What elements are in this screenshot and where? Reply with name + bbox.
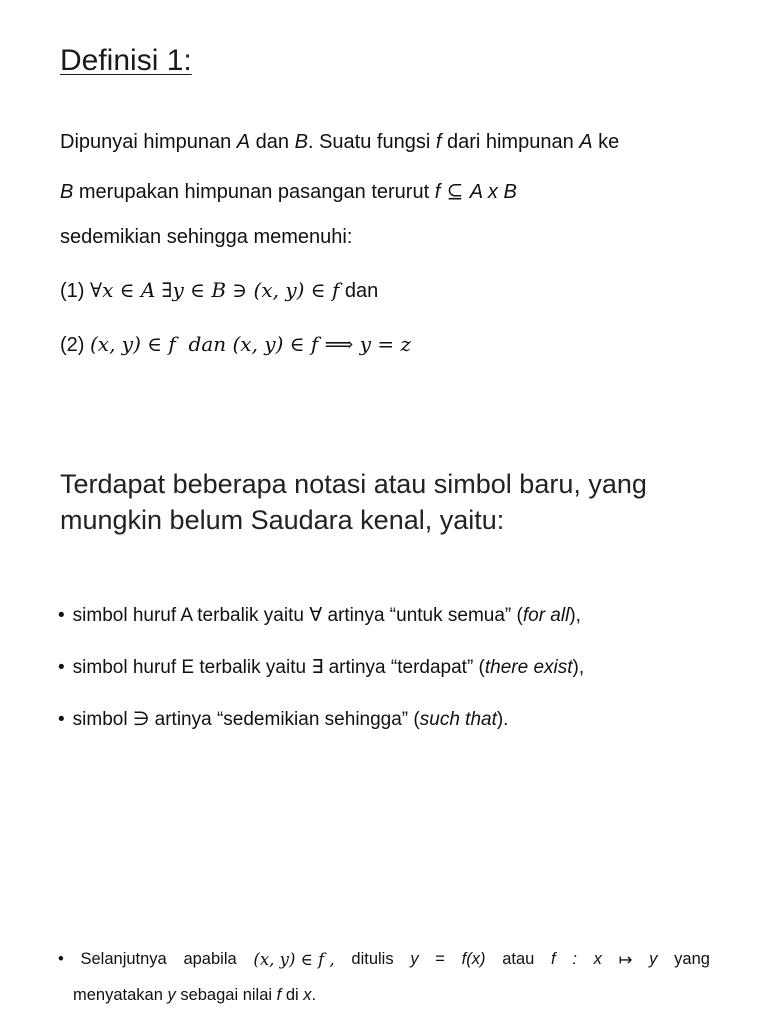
note-word: : — [572, 950, 577, 968]
bullet-icon: • — [58, 657, 65, 678]
condition-number: (2) — [60, 334, 90, 356]
text-span: . Suatu fungsi — [307, 131, 436, 153]
note-word: apabila — [183, 950, 237, 968]
text-span: di — [281, 986, 304, 1004]
note-formula: (x, y) ∈ f , — [253, 950, 335, 969]
bullet-icon: • — [58, 605, 65, 626]
section-heading: Terdapat beberapa notasi atau simbol baru, yang mungkin belum Saudara kenal, yaitu: — [60, 469, 647, 535]
note-word: f — [551, 950, 556, 968]
emphasis: such that — [419, 709, 497, 730]
condition-formula: ∀x ∈ A ∃y ∈ B ∋ (x, y) ∈ f — [90, 278, 340, 302]
note-word: y — [410, 950, 419, 968]
bullet-icon: • — [58, 950, 64, 968]
note-word: f(x) — [461, 950, 486, 968]
text-span: ), — [569, 605, 581, 626]
text-span: simbol huruf E terbalik yaitu ∃ artinya “terdapat” ( — [72, 657, 485, 678]
var-A: A — [579, 131, 593, 153]
text-span: menyatakan — [73, 986, 168, 1004]
text-span: Dipunyai himpunan — [60, 131, 237, 153]
condition-1 — [60, 278, 378, 303]
list-item — [58, 708, 508, 731]
note-word: y — [649, 950, 658, 968]
note-word: ditulis — [351, 950, 394, 968]
definition-line-3: sedemikian sehingga memenuhi: — [60, 226, 353, 248]
maps-to-symbol: ↦ — [618, 951, 633, 969]
definition-line-2 — [60, 179, 517, 204]
var-f: f — [276, 986, 282, 1004]
var-f: f — [434, 181, 441, 203]
emphasis: for all — [522, 605, 570, 626]
text-span: sebagai nilai — [175, 986, 277, 1004]
page-title: Definisi 1: — [60, 44, 192, 77]
note-word: Selanjutnya — [80, 950, 167, 968]
text-span: ). — [496, 709, 509, 730]
text-span: dan — [250, 131, 295, 153]
text-span: dan — [339, 280, 379, 302]
var-x: x — [303, 986, 312, 1004]
condition-formula: (x, y) ∈ f dan (x, y) ∈ f ⟹ y = z — [90, 332, 412, 356]
text-span: merupakan himpunan pasangan terurut — [73, 181, 435, 203]
text-span: simbol huruf A terbalik yaitu ∀ artinya “untuk semua” ( — [72, 605, 523, 626]
emphasis: there exist — [484, 657, 573, 678]
text-span: ke — [592, 131, 620, 153]
definition-line-1 — [60, 131, 619, 154]
note-word: = — [435, 950, 445, 968]
list-item — [58, 656, 584, 679]
note-word: yang — [674, 950, 710, 968]
text-span: dari himpunan — [441, 131, 580, 153]
note-line-2 — [73, 986, 316, 1005]
note-word: x — [593, 950, 602, 968]
var-A: A — [236, 131, 251, 153]
condition-number: (1) — [60, 280, 90, 302]
note-line-1 — [58, 950, 710, 970]
subset-symbol: ⊆ — [440, 179, 470, 203]
text-span: simbol ∋ artinya “sedemikian sehingga” ( — [72, 709, 420, 730]
bullet-icon: • — [58, 709, 65, 730]
var-B: B — [60, 181, 74, 203]
note-word: atau — [502, 950, 535, 968]
text-span: . — [311, 986, 317, 1004]
var-B: B — [294, 131, 308, 153]
var-y: y — [167, 986, 176, 1004]
var-f: f — [435, 131, 442, 153]
list-item — [58, 604, 581, 627]
condition-2 — [60, 332, 411, 357]
text-span: ), — [572, 657, 585, 678]
cartesian-product: A x B — [469, 181, 517, 203]
